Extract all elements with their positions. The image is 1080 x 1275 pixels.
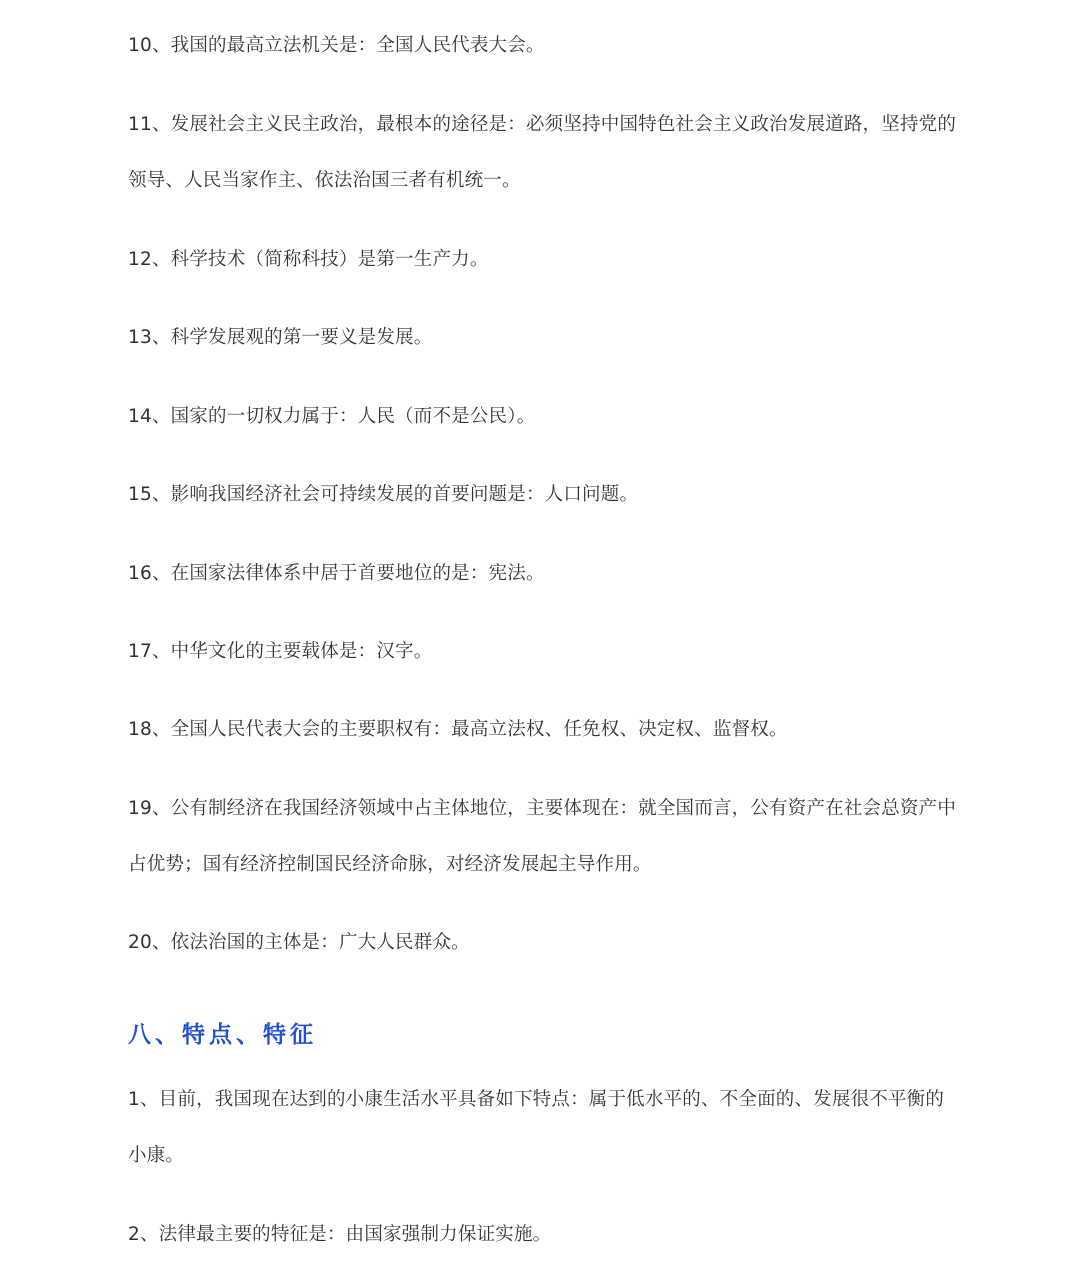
list-item-b2: 2、法律最主要的特征是：由国家强制力保证实施。 [128, 1224, 552, 1245]
list-item-13: 13、科学发展观的第一要义是发展。 [128, 327, 433, 348]
list-item-17: 17、中华文化的主要载体是：汉字。 [128, 641, 433, 662]
list-item-20: 20、依法治国的主体是：广大人民群众。 [128, 932, 470, 953]
list-item-10: 10、我国的最高立法机关是：全国人民代表大会。 [128, 35, 545, 56]
list-item-11: 11、发展社会主义民主政治，最根本的途径是：必须坚持中国特色社会主义政治发展道路，坚持党的领导、人民当家作主、依法治国三者有机统一。 [128, 114, 957, 191]
list-item-15: 15、影响我国经济社会可持续发展的首要问题是：人口问题。 [128, 484, 639, 505]
list-item-b1: 1、目前，我国现在达到的小康生活水平具备如下特点：属于低水平的、不全面的、发展很不平衡的小康。 [128, 1089, 945, 1166]
section-heading: 八、特点、特征 [128, 1022, 317, 1048]
list-item-18: 18、全国人民代表大会的主要职权有：最高立法权、任免权、决定权、监督权。 [128, 719, 788, 740]
list-item-19: 19、公有制经济在我国经济领域中占主体地位，主要体现在：就全国而言，公有资产在社会总资产中占优势；国有经济控制国民经济命脉，对经济发展起主导作用。 [128, 798, 957, 875]
list-item-12: 12、科学技术（简称科技）是第一生产力。 [128, 249, 489, 270]
list-item-16: 16、在国家法律体系中居于首要地位的是：宪法。 [128, 563, 545, 584]
list-item-14: 14、国家的一切权力属于：人民（而不是公民）。 [128, 406, 536, 427]
